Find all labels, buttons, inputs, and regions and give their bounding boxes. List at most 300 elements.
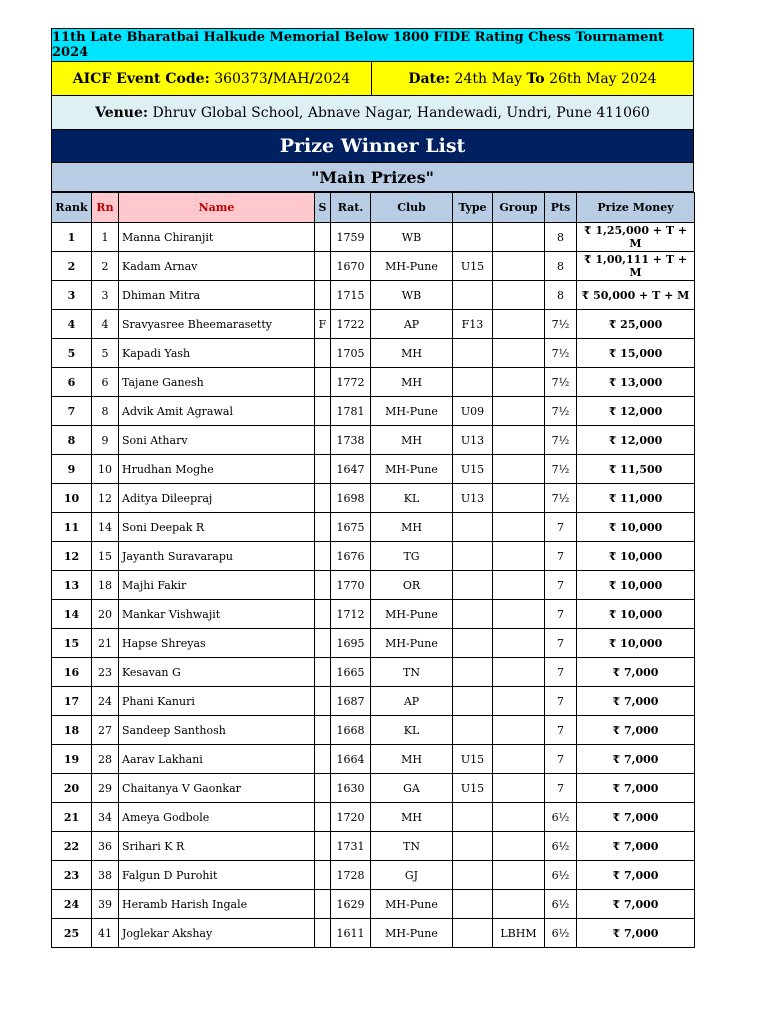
- table-row: [52, 803, 695, 832]
- event-code-sep2: /: [309, 70, 315, 87]
- cell-rn: 36: [92, 832, 119, 861]
- cell-rank: 17: [52, 687, 92, 716]
- table-row: [52, 687, 695, 716]
- cell-rank: 18: [52, 716, 92, 745]
- cell-rn: 18: [92, 571, 119, 600]
- col-header-pts: Pts: [545, 193, 577, 223]
- cell-rat: 1698: [331, 484, 371, 513]
- cell-rn: 5: [92, 339, 119, 368]
- cell-rank: 15: [52, 629, 92, 658]
- cell-rat: 1770: [331, 571, 371, 600]
- cell-pts: 7½: [545, 310, 577, 339]
- cell-group: [493, 513, 545, 542]
- table-row: [52, 455, 695, 484]
- cell-rat: 1647: [331, 455, 371, 484]
- cell-pts: 7½: [545, 397, 577, 426]
- cell-rat: 1675: [331, 513, 371, 542]
- cell-rat: 1665: [331, 658, 371, 687]
- cell-s: [315, 542, 331, 571]
- cell-rat: 1781: [331, 397, 371, 426]
- venue-row: [51, 96, 694, 130]
- cell-name: Kesavan G: [119, 658, 315, 687]
- cell-s: [315, 716, 331, 745]
- cell-s: [315, 397, 331, 426]
- event-date-label: Date:: [408, 70, 451, 87]
- cell-club: MH: [371, 368, 453, 397]
- cell-club: WB: [371, 223, 453, 252]
- cell-rank: 7: [52, 397, 92, 426]
- event-code-sep1: /: [267, 70, 273, 87]
- cell-group: [493, 774, 545, 803]
- cell-type: [453, 832, 493, 861]
- cell-rn: 41: [92, 919, 119, 948]
- col-header-rank: Rank: [52, 193, 92, 223]
- cell-type: [453, 513, 493, 542]
- cell-type: U13: [453, 426, 493, 455]
- cell-club: OR: [371, 571, 453, 600]
- section-title: "Main Prizes": [51, 163, 694, 192]
- col-header-group: Group: [493, 193, 545, 223]
- cell-type: [453, 281, 493, 310]
- cell-pts: 7: [545, 658, 577, 687]
- event-code-part2: MAH: [272, 70, 310, 87]
- col-header-name: Name: [119, 193, 315, 223]
- cell-pts: 6½: [545, 803, 577, 832]
- cell-rn: 1: [92, 223, 119, 252]
- cell-name: Hrudhan Moghe: [119, 455, 315, 484]
- cell-rn: 10: [92, 455, 119, 484]
- cell-club: MH-Pune: [371, 252, 453, 281]
- table-row: [52, 571, 695, 600]
- cell-pts: 8: [545, 223, 577, 252]
- cell-pts: 7½: [545, 368, 577, 397]
- cell-name: Dhiman Mitra: [119, 281, 315, 310]
- cell-rank: 25: [52, 919, 92, 948]
- cell-s: [315, 368, 331, 397]
- table-row: [52, 223, 695, 252]
- cell-prize: ₹ 7,000: [577, 745, 695, 774]
- cell-rn: 28: [92, 745, 119, 774]
- cell-name: Soni Deepak R: [119, 513, 315, 542]
- event-code: [52, 62, 372, 95]
- cell-type: [453, 890, 493, 919]
- cell-pts: 7: [545, 716, 577, 745]
- cell-pts: 7½: [545, 484, 577, 513]
- cell-group: [493, 455, 545, 484]
- cell-pts: 7½: [545, 455, 577, 484]
- cell-rat: 1687: [331, 687, 371, 716]
- cell-prize: ₹ 7,000: [577, 658, 695, 687]
- cell-name: Srihari K R: [119, 832, 315, 861]
- cell-club: GJ: [371, 861, 453, 890]
- table-row: [52, 542, 695, 571]
- cell-group: [493, 890, 545, 919]
- cell-prize: ₹ 11,000: [577, 484, 695, 513]
- cell-type: [453, 600, 493, 629]
- cell-group: [493, 397, 545, 426]
- cell-prize: ₹ 1,25,000 + T + M: [577, 223, 695, 252]
- cell-prize: ₹ 10,000: [577, 513, 695, 542]
- cell-prize: ₹ 7,000: [577, 861, 695, 890]
- event-date-to: 26th May 2024: [549, 70, 657, 87]
- cell-s: [315, 281, 331, 310]
- table-row: [52, 658, 695, 687]
- cell-rank: 14: [52, 600, 92, 629]
- cell-s: [315, 426, 331, 455]
- cell-rn: 3: [92, 281, 119, 310]
- cell-type: [453, 368, 493, 397]
- cell-rn: 21: [92, 629, 119, 658]
- table-row: [52, 426, 695, 455]
- cell-rn: 27: [92, 716, 119, 745]
- cell-club: GA: [371, 774, 453, 803]
- cell-type: [453, 629, 493, 658]
- cell-club: MH: [371, 803, 453, 832]
- cell-group: [493, 310, 545, 339]
- table-row: [52, 310, 695, 339]
- col-header-rating: Rat.: [331, 193, 371, 223]
- cell-rank: 23: [52, 861, 92, 890]
- cell-pts: 7: [545, 774, 577, 803]
- cell-rank: 12: [52, 542, 92, 571]
- cell-name: Chaitanya V Gaonkar: [119, 774, 315, 803]
- event-date: [372, 62, 693, 95]
- cell-rn: 14: [92, 513, 119, 542]
- cell-type: [453, 861, 493, 890]
- cell-group: [493, 426, 545, 455]
- cell-name: Ameya Godbole: [119, 803, 315, 832]
- cell-rat: 1738: [331, 426, 371, 455]
- table-body: [52, 223, 695, 948]
- cell-rank: 9: [52, 455, 92, 484]
- cell-s: [315, 658, 331, 687]
- table-row: [52, 629, 695, 658]
- cell-pts: 7: [545, 687, 577, 716]
- cell-s: [315, 890, 331, 919]
- cell-group: [493, 658, 545, 687]
- venue-label: Venue:: [95, 104, 149, 121]
- table-row: [52, 513, 695, 542]
- col-header-prize: Prize Money: [577, 193, 695, 223]
- event-code-label: AICF Event Code:: [72, 70, 210, 87]
- cell-name: Heramb Harish Ingale: [119, 890, 315, 919]
- cell-type: [453, 687, 493, 716]
- cell-pts: 7: [545, 571, 577, 600]
- cell-pts: 8: [545, 252, 577, 281]
- col-header-type: Type: [453, 193, 493, 223]
- cell-rn: 6: [92, 368, 119, 397]
- cell-pts: 6½: [545, 832, 577, 861]
- cell-type: U15: [453, 252, 493, 281]
- cell-type: [453, 658, 493, 687]
- cell-s: [315, 919, 331, 948]
- cell-name: Hapse Shreyas: [119, 629, 315, 658]
- cell-rank: 1: [52, 223, 92, 252]
- cell-name: Mankar Vishwajit: [119, 600, 315, 629]
- cell-s: [315, 455, 331, 484]
- cell-s: [315, 745, 331, 774]
- cell-rank: 11: [52, 513, 92, 542]
- cell-pts: 7: [545, 542, 577, 571]
- cell-type: U13: [453, 484, 493, 513]
- cell-name: Aarav Lakhani: [119, 745, 315, 774]
- cell-type: [453, 919, 493, 948]
- cell-s: F: [315, 310, 331, 339]
- cell-rank: 22: [52, 832, 92, 861]
- cell-club: MH: [371, 426, 453, 455]
- cell-rank: 10: [52, 484, 92, 513]
- cell-type: [453, 571, 493, 600]
- cell-s: [315, 339, 331, 368]
- event-date-to-word: To: [526, 70, 545, 87]
- cell-club: MH: [371, 513, 453, 542]
- cell-group: [493, 571, 545, 600]
- cell-prize: ₹ 50,000 + T + M: [577, 281, 695, 310]
- cell-group: [493, 745, 545, 774]
- cell-type: [453, 223, 493, 252]
- cell-rat: 1695: [331, 629, 371, 658]
- cell-rn: 8: [92, 397, 119, 426]
- cell-name: Tajane Ganesh: [119, 368, 315, 397]
- cell-rat: 1630: [331, 774, 371, 803]
- cell-club: MH-Pune: [371, 629, 453, 658]
- cell-name: Sandeep Santhosh: [119, 716, 315, 745]
- table-row: [52, 716, 695, 745]
- cell-s: [315, 223, 331, 252]
- cell-rn: 39: [92, 890, 119, 919]
- table-row: [52, 252, 695, 281]
- cell-prize: ₹ 10,000: [577, 571, 695, 600]
- cell-club: MH-Pune: [371, 397, 453, 426]
- cell-s: [315, 600, 331, 629]
- table-row: [52, 339, 695, 368]
- cell-rn: 24: [92, 687, 119, 716]
- cell-club: AP: [371, 687, 453, 716]
- cell-prize: ₹ 25,000: [577, 310, 695, 339]
- cell-type: [453, 803, 493, 832]
- cell-group: [493, 281, 545, 310]
- table-header-row: [52, 193, 695, 223]
- cell-name: Sravyasree Bheemarasetty: [119, 310, 315, 339]
- event-info-row: [51, 62, 694, 96]
- cell-name: Kadam Arnav: [119, 252, 315, 281]
- cell-type: U15: [453, 745, 493, 774]
- cell-club: KL: [371, 716, 453, 745]
- prize-table: [51, 192, 695, 948]
- cell-rat: 1715: [331, 281, 371, 310]
- cell-group: [493, 716, 545, 745]
- event-code-part1: 360373: [214, 70, 268, 87]
- cell-rn: 20: [92, 600, 119, 629]
- cell-prize: ₹ 7,000: [577, 774, 695, 803]
- cell-club: MH: [371, 745, 453, 774]
- cell-club: MH: [371, 339, 453, 368]
- cell-rat: 1676: [331, 542, 371, 571]
- cell-club: MH-Pune: [371, 890, 453, 919]
- cell-club: AP: [371, 310, 453, 339]
- cell-group: [493, 803, 545, 832]
- cell-name: Kapadi Yash: [119, 339, 315, 368]
- cell-s: [315, 571, 331, 600]
- cell-group: [493, 542, 545, 571]
- cell-rat: 1731: [331, 832, 371, 861]
- cell-type: [453, 716, 493, 745]
- cell-rn: 23: [92, 658, 119, 687]
- cell-s: [315, 803, 331, 832]
- table-row: [52, 861, 695, 890]
- cell-s: [315, 861, 331, 890]
- cell-rn: 34: [92, 803, 119, 832]
- cell-prize: ₹ 7,000: [577, 716, 695, 745]
- cell-club: TG: [371, 542, 453, 571]
- cell-name: Joglekar Akshay: [119, 919, 315, 948]
- cell-pts: 6½: [545, 890, 577, 919]
- cell-rn: 29: [92, 774, 119, 803]
- cell-name: Manna Chiranjit: [119, 223, 315, 252]
- table-row: [52, 368, 695, 397]
- table-row: [52, 774, 695, 803]
- cell-type: U15: [453, 455, 493, 484]
- event-code-part3: 2024: [314, 70, 351, 87]
- cell-rat: 1664: [331, 745, 371, 774]
- cell-rn: 12: [92, 484, 119, 513]
- cell-s: [315, 252, 331, 281]
- cell-name: Phani Kanuri: [119, 687, 315, 716]
- cell-rat: 1728: [331, 861, 371, 890]
- cell-s: [315, 484, 331, 513]
- col-header-club: Club: [371, 193, 453, 223]
- cell-rat: 1670: [331, 252, 371, 281]
- cell-group: [493, 600, 545, 629]
- prize-sheet: [51, 28, 694, 948]
- cell-rat: 1759: [331, 223, 371, 252]
- table-row: [52, 397, 695, 426]
- table-row: [52, 600, 695, 629]
- cell-rank: 16: [52, 658, 92, 687]
- cell-prize: ₹ 7,000: [577, 890, 695, 919]
- cell-prize: ₹ 10,000: [577, 629, 695, 658]
- cell-club: WB: [371, 281, 453, 310]
- cell-prize: ₹ 13,000: [577, 368, 695, 397]
- table-row: [52, 832, 695, 861]
- cell-prize: ₹ 10,000: [577, 542, 695, 571]
- cell-group: [493, 484, 545, 513]
- table-row: [52, 281, 695, 310]
- cell-pts: 8: [545, 281, 577, 310]
- cell-pts: 7: [545, 513, 577, 542]
- cell-rat: 1772: [331, 368, 371, 397]
- cell-rn: 2: [92, 252, 119, 281]
- cell-prize: ₹ 11,500: [577, 455, 695, 484]
- cell-type: U15: [453, 774, 493, 803]
- cell-rank: 3: [52, 281, 92, 310]
- cell-rank: 24: [52, 890, 92, 919]
- cell-club: TN: [371, 658, 453, 687]
- cell-rn: 15: [92, 542, 119, 571]
- cell-s: [315, 629, 331, 658]
- cell-prize: ₹ 7,000: [577, 687, 695, 716]
- cell-rank: 2: [52, 252, 92, 281]
- cell-rat: 1705: [331, 339, 371, 368]
- list-title: Prize Winner List: [51, 130, 694, 163]
- cell-rank: 5: [52, 339, 92, 368]
- cell-rat: 1712: [331, 600, 371, 629]
- cell-rank: 20: [52, 774, 92, 803]
- cell-rank: 6: [52, 368, 92, 397]
- cell-club: TN: [371, 832, 453, 861]
- cell-pts: 7: [545, 629, 577, 658]
- col-header-rn: Rn: [92, 193, 119, 223]
- table-row: [52, 745, 695, 774]
- cell-type: [453, 339, 493, 368]
- cell-name: Majhi Fakir: [119, 571, 315, 600]
- cell-name: Jayanth Suravarapu: [119, 542, 315, 571]
- cell-name: Soni Atharv: [119, 426, 315, 455]
- cell-prize: ₹ 12,000: [577, 397, 695, 426]
- cell-rat: 1722: [331, 310, 371, 339]
- cell-rank: 4: [52, 310, 92, 339]
- cell-group: [493, 223, 545, 252]
- cell-rn: 38: [92, 861, 119, 890]
- cell-name: Falgun D Purohit: [119, 861, 315, 890]
- table-row: [52, 890, 695, 919]
- cell-s: [315, 687, 331, 716]
- cell-rank: 13: [52, 571, 92, 600]
- cell-group: [493, 629, 545, 658]
- cell-rat: 1611: [331, 919, 371, 948]
- cell-s: [315, 774, 331, 803]
- cell-group: [493, 832, 545, 861]
- cell-s: [315, 513, 331, 542]
- cell-rat: 1668: [331, 716, 371, 745]
- cell-club: MH-Pune: [371, 455, 453, 484]
- cell-rat: 1720: [331, 803, 371, 832]
- cell-prize: ₹ 12,000: [577, 426, 695, 455]
- cell-rn: 4: [92, 310, 119, 339]
- cell-rn: 9: [92, 426, 119, 455]
- cell-name: Advik Amit Agrawal: [119, 397, 315, 426]
- cell-group: [493, 252, 545, 281]
- cell-rat: 1629: [331, 890, 371, 919]
- cell-type: [453, 542, 493, 571]
- cell-rank: 21: [52, 803, 92, 832]
- cell-prize: ₹ 10,000: [577, 600, 695, 629]
- cell-rank: 8: [52, 426, 92, 455]
- cell-group: [493, 339, 545, 368]
- table-row: [52, 919, 695, 948]
- cell-s: [315, 832, 331, 861]
- cell-prize: ₹ 7,000: [577, 919, 695, 948]
- cell-rank: 19: [52, 745, 92, 774]
- cell-type: U09: [453, 397, 493, 426]
- cell-pts: 7: [545, 600, 577, 629]
- cell-pts: 6½: [545, 919, 577, 948]
- venue-value: Dhruv Global School, Abnave Nagar, Handewadi, Undri, Pune 411060: [152, 104, 650, 121]
- cell-pts: 6½: [545, 861, 577, 890]
- cell-club: MH-Pune: [371, 600, 453, 629]
- cell-group: [493, 861, 545, 890]
- cell-pts: 7½: [545, 339, 577, 368]
- cell-group: LBHM: [493, 919, 545, 948]
- cell-prize: ₹ 1,00,111 + T + M: [577, 252, 695, 281]
- cell-prize: ₹ 15,000: [577, 339, 695, 368]
- tournament-title: 11th Late Bharatbai Halkude Memorial Below 1800 FIDE Rating Chess Tournament 2024: [51, 28, 694, 62]
- cell-prize: ₹ 7,000: [577, 803, 695, 832]
- cell-group: [493, 368, 545, 397]
- cell-club: KL: [371, 484, 453, 513]
- event-date-from: 24th May: [454, 70, 523, 87]
- col-header-s: S: [315, 193, 331, 223]
